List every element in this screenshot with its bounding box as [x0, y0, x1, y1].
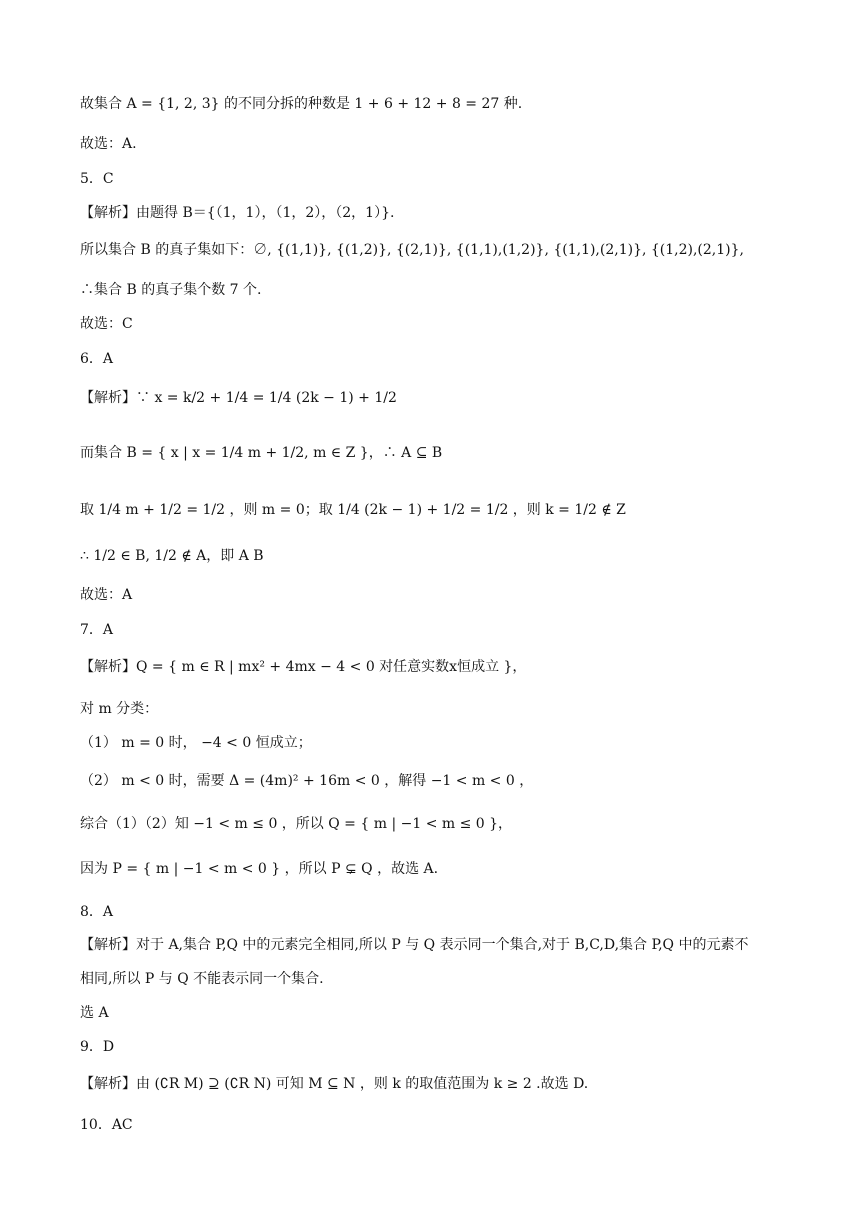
text-line: 综合（1）（2）知 −1 < m ≤ 0 ，所以 Q = { m | −1 < m ≤ 0 }，	[80, 816, 513, 832]
solution-line: 【解析】对于 A,集合 P,Q 中的元素完全相同,所以 P 与 Q 表示同一个集合,对于 B,C,D,集合 P,Q 中的元素不	[80, 937, 749, 953]
question-number: 6．A	[80, 351, 114, 367]
question-number: 7．A	[80, 622, 114, 638]
text-line: 相同,所以 P 与 Q 不能表示同一个集合.	[80, 971, 324, 987]
text-line: 因为 P = { m | −1 < m < 0 } ，所以 P ⊊ Q ，故选 A.	[80, 861, 439, 877]
text-line: （2） m < 0 时，需要 Δ = (4m)² + 16m < 0 ，解得 −1 < m < 0 ，	[80, 773, 534, 789]
text-line: ∴集合 B 的真子集个数 7 个.	[80, 282, 262, 298]
text-line: （1） m = 0 时， −4 < 0 恒成立；	[80, 735, 312, 751]
question-number: 5．C	[80, 171, 114, 187]
question-number: 8．A	[80, 904, 114, 920]
solution-line: 【解析】Q = { m ∈ R | mx² + 4mx − 4 < 0 对任意实数x恒成立 }，	[80, 659, 527, 675]
question-number: 9．D	[80, 1039, 115, 1055]
text-line: 所以集合 B 的真子集如下：∅, {(1,1)}, {(1,2)}, {(2,1)}, {(1,1),(1,2)}, {(1,1),(2,1)}, {(1,2),(2,1)},	[80, 242, 744, 258]
text-line: 故选：C	[80, 316, 133, 332]
solution-line: 【解析】由题得 B＝{（1，1），（1，2），（2，1）}.	[80, 205, 395, 221]
text-line: 故选：A	[80, 587, 133, 603]
text-line: 故集合 A = {1, 2, 3} 的不同分拆的种数是 1 + 6 + 12 + 8 = 27 种.	[80, 96, 523, 112]
solution-line: 【解析】∵ x = k/2 + 1/4 = 1/4 (2k − 1) + 1/2	[80, 390, 397, 406]
text-line: ∴ 1/2 ∈ B, 1/2 ∉ A，即 A B	[80, 548, 264, 564]
text-line: 而集合 B = { x | x = 1/4 m + 1/2, m ∈ Z }，∴ A ⊆ B	[80, 445, 443, 461]
text-line: 对 m 分类：	[80, 701, 159, 717]
solution-line: 【解析】由 (∁R M) ⊇ (∁R N) 可知 M ⊆ N ，则 k 的取值范围为 k ≥ 2 .故选 D.	[80, 1076, 589, 1092]
text-line: 选 A	[80, 1005, 109, 1021]
question-number: 10．AC	[80, 1117, 133, 1133]
text-line: 取 1/4 m + 1/2 = 1/2 ，则 m = 0；取 1/4 (2k − 1) + 1/2 = 1/2 ，则 k = 1/2 ∉ Z	[80, 502, 626, 518]
text-line: 故选：A.	[80, 136, 137, 152]
